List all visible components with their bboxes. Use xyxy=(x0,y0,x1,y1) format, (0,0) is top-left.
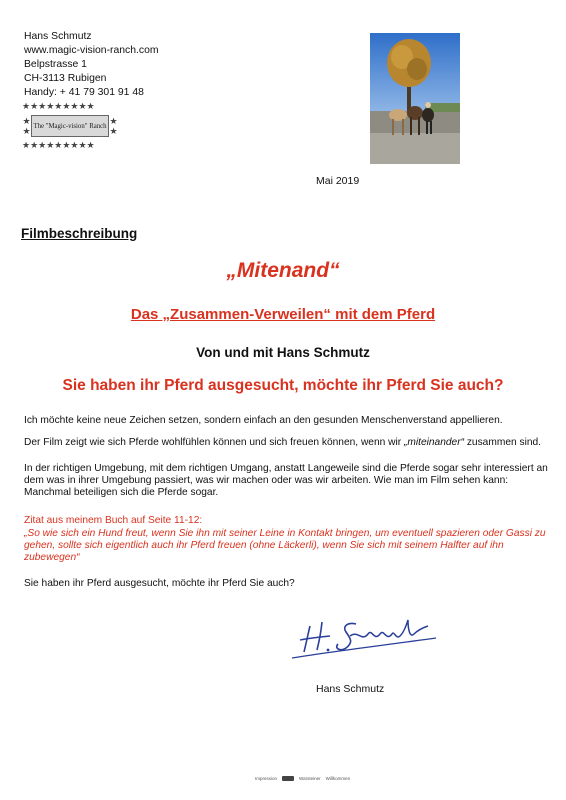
brand-logo-icon xyxy=(282,776,294,781)
film-title: „Mitenand“ xyxy=(226,259,340,282)
sender-website-link[interactable]: www.magic-vision-ranch.com xyxy=(24,45,159,56)
star-icon: ★ ★ xyxy=(22,116,31,136)
headline-question: Sie haben ihr Pferd ausgesucht, möchte ihr Pferd Sie auch? xyxy=(62,377,504,394)
ranch-logo xyxy=(22,102,118,154)
logo-text: The "Magic-vision" Ranch xyxy=(31,115,109,137)
sender-city: CH-3113 Rubigen xyxy=(24,73,107,84)
paragraph-film-text-a: Der Film zeigt wie sich Pferde wohlfühlen können und sich freuen können, wenn wir xyxy=(24,437,404,448)
footer-right: Willkommen xyxy=(325,776,351,781)
sender-name: Hans Schmutz xyxy=(24,31,92,42)
sender-street: Belpstrasse 1 xyxy=(24,59,87,70)
paragraph-film xyxy=(24,437,554,449)
paragraph-film-text-b: zusammen sind. xyxy=(464,437,542,448)
sender-address xyxy=(24,30,159,100)
closing-question: Sie haben ihr Pferd ausgesucht, möchte ihr Pferd Sie auch? xyxy=(24,578,295,589)
logo-stars-bottom: ★★★★★★★★★ xyxy=(22,140,95,150)
logo-stars-top: ★★★★★★★★★ xyxy=(22,101,95,111)
star-icon: ★ ★ xyxy=(109,116,118,136)
section-heading: Filmbeschreibung xyxy=(21,226,138,241)
signer-name: Hans Schmutz xyxy=(316,683,385,695)
quote-intro: Zitat aus meinem Buch auf Seite 11-12: xyxy=(24,515,203,526)
horses-photo xyxy=(370,33,460,164)
footer-imprint xyxy=(255,776,350,781)
paragraph-intro: Ich möchte keine neue Zeichen setzen, sondern einfach an den gesunden Menschenverstand appellieren. xyxy=(24,415,503,426)
sender-phone: Handy: + 41 79 301 91 48 xyxy=(24,87,144,98)
letter-date: Mai 2019 xyxy=(316,175,360,187)
footer-brand: Warsteiner xyxy=(299,776,321,781)
byline: Von und mit Hans Schmutz xyxy=(196,345,370,360)
paragraph-film-emphasis: „miteinander“ xyxy=(403,437,464,448)
book-quote: „So wie sich ein Hund freut, wenn Sie ihn mit seiner Leine in Kontakt bringen, um eventuell spazieren oder Gassi zu gehen, sollte sich eigentlich auch ihr Pferd freuen (ohne Läckerli), wenn Sie sich mit seinem Halfter auf ihn zubewegen“ xyxy=(24,528,546,564)
film-subtitle: Das „Zusammen-Verweilen“ mit dem Pferd xyxy=(130,306,436,323)
paragraph-environment: In der richtigen Umgebung, mit dem richtigen Umgang, anstatt Langeweile sind die Pferde sogar sehr interessiert an dem was in ihrer Umgebung passiert, was wir machen oder was wir arbeiten. Wie man im Film sehen kann: Manchmal beteiligen sich die Pferde sogar. xyxy=(24,463,548,499)
footer-left: Impression xyxy=(255,776,278,781)
handwritten-signature xyxy=(288,612,438,662)
